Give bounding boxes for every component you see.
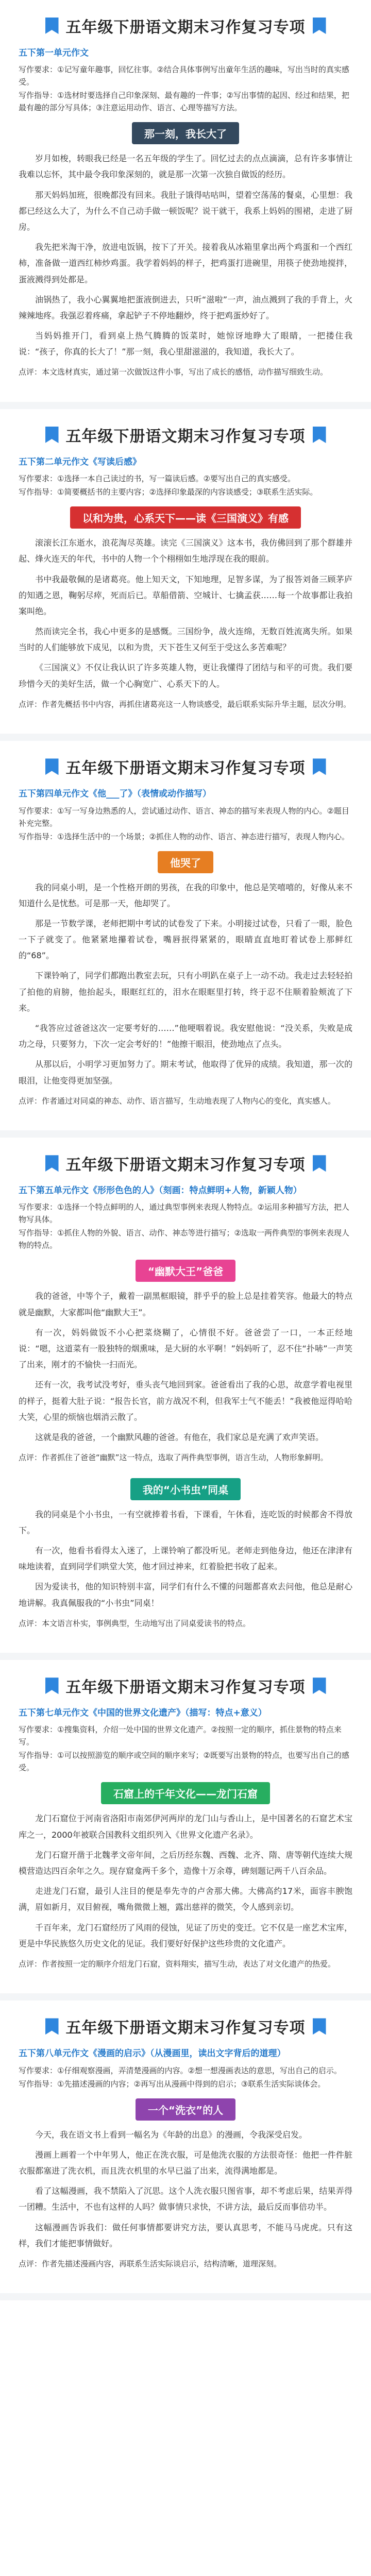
essay-title-wrap — [19, 2098, 352, 2121]
unit-title: 五下第四单元作文《他___了》（表情或动作描写） — [19, 789, 211, 800]
essay-title: “幽默大王”爸爸 — [136, 1260, 235, 1282]
essay-paragraph: “我答应过爸爸这次一定要考好的……”他哽咽着说。我安慰他说：“没关系，失败是成功之母，只要努力，下次一定会考好的！”他擦干眼泪，使劲地点了点头。 — [19, 1023, 352, 1049]
section-header — [19, 755, 352, 778]
essay-paragraph: 看了这幅漫画，我不禁陷入了沉思。这个人洗衣服只图省事，却不考虑后果，结果弄得一团糟。生活中，不也有这样的人吗？做事情只求快，不讲方法，最后反而事倍功半。 — [19, 2186, 352, 2212]
essay-paragraph: 从那以后，小明学习更加努力了。期末考试，他取得了优异的成绩。我知道，那一次的眼泪，让他变得更加坚强。 — [19, 1059, 352, 1086]
essay-paragraph: 还有一次，我考试没考好，垂头丧气地回到家。爸爸看出了我的心思，故意学着电视里的样子，挺着大肚子说：“报告长官，前方战况不利，但我军士气不能丢！”我被他逗得哈哈大笑，心里的烦恼也烟消云散了。 — [19, 1380, 352, 1422]
essay-paragraph: 那是一节数学课，老师把期中考试的试卷发了下来。小明接过试卷，只看了一眼，脸色一下子就变了。他紧紧地攥着试卷，嘴唇抿得紧紧的，眼睛直直地盯着试卷上那鲜红的“68”。 — [19, 918, 352, 961]
bookmark-icon — [45, 18, 59, 34]
bookmark-icon — [45, 1677, 59, 1694]
spacer — [19, 1971, 352, 1976]
guide-text: 写作指导：①简要概括书的主要内容；②选择印象最深的内容谈感受；③联系生活实际。 — [19, 487, 318, 497]
unit-meta — [19, 1184, 352, 1251]
requirements-text: 写作要求：①写一写身边熟悉的人，尝试通过动作、语言、神态的描写来表现人物的内心。②题目补充完整。 — [19, 806, 349, 828]
essay-paragraph: 我先把米淘干净，放进电饭锅，按下了开关。接着我从冰箱里拿出两个鸡蛋和一个西红柿，准备做一道西红柿炒鸡蛋。我学着妈妈的样子，把鸡蛋打进碗里，用筷子使劲地搅拌，蛋液溅得到处都是。 — [19, 242, 352, 284]
essay-paragraph: 《三国演义》不仅让我认识了许多英雄人物，更让我懂得了团结与和平的可贵。我们要珍惜今天的美好生活，做一个心胸宽广、心系天下的人。 — [19, 663, 352, 689]
essay-title: 他哭了 — [158, 851, 213, 873]
doc-section — [0, 1660, 371, 2001]
essay-paragraph: 我的同桌是个小书虫，一有空就捧着书看，下课看，午休看，连吃饭的时候都舍不得放下。 — [19, 1509, 352, 1535]
unit-meta — [19, 455, 352, 498]
unit-title: 五下第七单元作文《中国的世界文化遗产》（描写：特点+意义） — [19, 1708, 267, 1719]
essay-paragraph: 龙门石窟位于河南省洛阳市南郊伊河两岸的龙门山与香山上，是中国著名的石窟艺术宝库之一，2000年被联合国教科文组织列入《世界文化遗产名录》。 — [19, 1814, 352, 1840]
section-header — [19, 2015, 352, 2038]
bookmark-icon — [45, 758, 59, 775]
essay-title: 石窟上的千年文化——龙门石窟 — [101, 1782, 270, 1804]
doc-section — [0, 2001, 371, 2300]
essay-paragraph: 油锅热了，我小心翼翼地把蛋液倒进去，只听“滋啦”一声，油点溅到了我的手背上，火辣辣地疼。我强忍着疼痛，拿起铲子不停地翻炒，终于把鸡蛋炒好了。 — [19, 294, 352, 320]
doc-section — [0, 0, 371, 409]
section-header — [19, 1674, 352, 1697]
essay-paragraph: 书中我最敬佩的是诸葛亮。他上知天文，下知地理，足智多谋，为了报答刘备三顾茅庐的知遇之恩，鞠躬尽瘁，死而后已。草船借箭、空城计、七擒孟获……每一个故事都让我拍案叫绝。 — [19, 574, 352, 616]
section-title: 五年级下册语文期末习作复习专项 — [65, 427, 306, 446]
unit-meta — [19, 46, 352, 114]
essay-paragraph: 岁月如梭，转眼我已经是一名五年级的学生了。回忆过去的点点滴滴，总有许多事情让我难以忘怀，其中最令我印象深刻的，就是那一次第一次独自做饭的经历。 — [19, 154, 352, 180]
requirements-text: 写作要求：①选择一个特点鲜明的人，通过典型事例来表现人物特点。②运用多种描写方法，把人物写具体。 — [19, 1202, 349, 1225]
guide-text: 写作指导：①可以按照游览的顺序或空间的顺序来写；②既要写出景物的特点，也要写出自己的感受。 — [19, 1751, 349, 1773]
unit-title: 五下第八单元作文《漫画的启示》（从漫画里，读出文字背后的道理） — [19, 2048, 286, 2059]
essay-comment: 点评：作者先概括书中内容，再抓住诸葛亮这一人物谈感受，最后联系实际升华主题，层次分明。 — [19, 699, 351, 709]
essay-paragraph: 我的同桌小明，是一个性格开朗的男孩，在我的印象中，他总是笑嘻嘻的，好像从来不知道什么是忧愁。可是那一天，他却哭了。 — [19, 882, 352, 908]
essay-title-wrap — [19, 1260, 352, 1282]
spacer — [19, 1108, 352, 1113]
essay-paragraph: 滚滚长江东逝水，浪花淘尽英雄。读完《三国演义》这本书，我仿佛回到了那个群雄并起、烽火连天的年代，书中的人物一个个栩栩如生地浮现在我的眼前。 — [19, 538, 352, 564]
doc-section — [0, 1138, 371, 1660]
section-header — [19, 1152, 352, 1175]
spacer — [19, 1465, 352, 1470]
unit-title: 五下第一单元作文 — [19, 48, 89, 58]
essay-title-wrap — [19, 122, 352, 144]
essay-paragraph: 我的爸爸，中等个子，戴着一副黑框眼镜，胖乎乎的脸上总是挂着笑容。他最大的特点就是幽默，大家都叫他“幽默大王”。 — [19, 1291, 352, 1317]
essay-paragraph: 漫画上画着一个中年男人，他正在洗衣服，可是他洗衣服的方法很奇怪：他把一件件脏衣服都塞进了洗衣机，而且洗衣机里的水早已溢了出来，流得满地都是。 — [19, 2149, 352, 2176]
essay-paragraph: 这幅漫画告诉我们：做任何事情都要讲究方法，要认真思考，不能马马虎虎。只有这样，我们才能把事情做好。 — [19, 2222, 352, 2248]
bookmark-icon — [313, 1677, 326, 1694]
essay-paragraph: 龙门石窟开凿于北魏孝文帝年间，之后历经东魏、西魏、北齐、隋、唐等朝代连续大规模营造达四百余年之久。现存窟龛两千多个，造像十万余尊，碑刻题记两千八百余品。 — [19, 1850, 352, 1876]
essay-title: 以和为贵，心系天下——读《三国演义》有感 — [70, 506, 301, 529]
essay-paragraph: 因为爱读书，他的知识特别丰富，同学们有什么不懂的问题都喜欢去问他，他总是耐心地讲解。我真佩服我的“小书虫”同桌！ — [19, 1582, 352, 1608]
bookmark-icon — [313, 427, 326, 443]
unit-meta — [19, 787, 352, 842]
section-title: 五年级下册语文期末习作复习专项 — [65, 2019, 306, 2038]
section-title: 五年级下册语文期末习作复习专项 — [65, 759, 306, 778]
essay-paragraph: 当妈妈推开门，看到桌上热气腾腾的饭菜时，她惊讶地睁大了眼睛，一把搂住我说：“孩子，你真的长大了！”那一刻，我心里甜滋滋的，我知道，我长大了。 — [19, 331, 352, 357]
spacer — [19, 379, 352, 384]
doc-section — [0, 409, 371, 741]
essay-comment: 点评：作者先描述漫画内容，再联系生活实际谈启示，结构清晰，道理深刻。 — [19, 2259, 282, 2268]
essay-title-wrap — [19, 1478, 352, 1500]
essay-paragraph: 千百年来，龙门石窟经历了风雨的侵蚀，见证了历史的变迁。它不仅是一座艺术宝库，更是中华民族悠久历史文化的见证。我们要好好保护这些珍贵的文化遗产。 — [19, 1922, 352, 1948]
section-title: 五年级下册语文期末习作复习专项 — [65, 1156, 306, 1175]
essay-paragraph: 那天妈妈加班，很晚都没有回来。我肚子饿得咕咕叫，望着空荡荡的餐桌，心里想：我都已经这么大了，为什么不自己动手做一顿饭呢？说干就干，我系上妈妈的围裙，走进了厨房。 — [19, 190, 352, 232]
requirements-text: 写作要求：①搜集资料，介绍一处中国的世界文化遗产。②按照一定的顺序，抓住景物的特点来写。 — [19, 1725, 342, 1747]
essay-title-wrap — [19, 1782, 352, 1804]
essay-paragraph: 走进龙门石窟，最引人注目的便是奉先寺的卢舍那大佛。大佛高约17米，面容丰腴饱满，眉如新月，双目俯视，嘴角微微上翘，露出慈祥的微笑，令人感到亲切。 — [19, 1886, 352, 1912]
bookmark-icon — [45, 2018, 59, 2035]
bookmark-icon — [313, 2018, 326, 2035]
unit-meta — [19, 2047, 352, 2090]
unit-title: 五下第二单元作文《写读后感》 — [19, 456, 141, 467]
spacer — [19, 1630, 352, 1635]
essay-title: 我的“小书虫”同桌 — [130, 1478, 241, 1500]
essay-comment: 点评：作者按照一定的顺序介绍龙门石窟，资料翔实，描写生动，表达了对文化遗产的热爱。 — [19, 1959, 336, 1969]
guide-text: 写作指导：①抓住人物的外貌、语言、动作、神态等进行描写；②选取一两件典型的事例来表现人物的特点。 — [19, 1228, 349, 1250]
essay-paragraph: 有一次，妈妈做饭不小心把菜烧糊了，心情很不好。爸爸尝了一口，一本正经地说：“嗯，这道菜有一股独特的烟熏味，是大厨的水平啊！”妈妈听了，忍不住“扑哧”一声笑了出来，刚才的不愉快一扫而光。 — [19, 1327, 352, 1370]
essay-comment: 点评：本文选材真实，通过第一次做饭这件小事，写出了成长的感悟，动作描写细致生动。 — [19, 367, 328, 377]
essay-title-wrap — [19, 851, 352, 873]
doc-section — [0, 741, 371, 1138]
unit-meta — [19, 1706, 352, 1774]
bookmark-icon — [313, 1155, 326, 1172]
requirements-text: 写作要求：①仔细观察漫画，弄清楚漫画的内容。②想一想漫画表达的意思，写出自己的启示。 — [19, 2065, 342, 2075]
section-title: 五年级下册语文期末习作复习专项 — [65, 19, 306, 37]
bookmark-icon — [313, 18, 326, 34]
requirements-text: 写作要求：①选择一本自己读过的书，写一篇读后感。②要写出自己的真实感受。 — [19, 474, 295, 484]
essay-title-wrap — [19, 506, 352, 529]
essay-comment: 点评：作者通过对同桌的神态、动作、语言描写，生动地表现了人物内心的变化，真实感人。 — [19, 1096, 336, 1106]
spacer — [19, 711, 352, 716]
section-header — [19, 14, 352, 37]
guide-text: 写作指导：①选择生活中的一个场景；②抓住人物的动作、语言、神态进行描写，表现人物内心。 — [19, 832, 349, 841]
essay-comment: 点评：作者抓住了爸爸“幽默”这一特点，选取了两件典型事例，语言生动，人物形象鲜明。 — [19, 1453, 328, 1463]
guide-text: 写作指导：①选材时要选择自己印象深刻、最有趣的一件事；②写出事情的起因、经过和结果，把最有趣的部分写具体；③注意运用动作、语言、心理等描写方法。 — [19, 91, 349, 113]
spacer — [19, 2270, 352, 2276]
bookmark-icon — [45, 427, 59, 443]
essay-paragraph: 这就是我的爸爸，一个幽默风趣的爸爸。有他在，我们家总是充满了欢声笑语。 — [35, 1432, 324, 1442]
essay-title: 那一刻，我长大了 — [132, 122, 239, 144]
essay-paragraph: 有一次，他看书看得太入迷了，上课铃响了都没听见。老师走到他身边，他还在津津有味地读着，直到同学们哄堂大笑，他才回过神来，红着脸把书收了起来。 — [19, 1546, 352, 1572]
essay-comment: 点评：本文语言朴实，事例典型，生动地写出了同桌爱读书的特点。 — [19, 1618, 251, 1628]
guide-text: 写作指导：①先描述漫画的内容；②再写出从漫画中得到的启示；③联系生活实际谈体会。 — [19, 2079, 326, 2089]
requirements-text: 写作要求：①记写童年趣事，回忆往事。②结合具体事例写出童年生活的趣味，写出当时的真实感受。 — [19, 65, 349, 87]
section-header — [19, 423, 352, 446]
essay-paragraph: 下课铃响了，同学们都跑出教室去玩，只有小明趴在桌子上一动不动。我走过去轻轻拍了拍他的肩膀，他抬起头，眼眶红红的，泪水在眼眶里打转，终于忍不住顺着脸颊流了下来。 — [19, 971, 352, 1013]
bookmark-icon — [45, 1155, 59, 1172]
bookmark-icon — [313, 758, 326, 775]
essay-paragraph: 今天，我在语文书上看到一幅名为《年龄的出息》的漫画，令我深受启发。 — [35, 2129, 308, 2140]
section-title: 五年级下册语文期末习作复习专项 — [65, 1679, 306, 1697]
essay-title: 一个“洗衣”的人 — [136, 2098, 235, 2121]
essay-paragraph: 然而读完全书，我心中更多的是感慨。三国纷争，战火连绵，无数百姓流离失所。如果当时的人们能够放下成见，以和为贵，天下苍生又何至于受这么多苦难呢？ — [19, 626, 352, 653]
unit-title: 五下第五单元作文《形形色色的人》（刻画：特点鲜明+人物，新颖人物） — [19, 1185, 302, 1196]
